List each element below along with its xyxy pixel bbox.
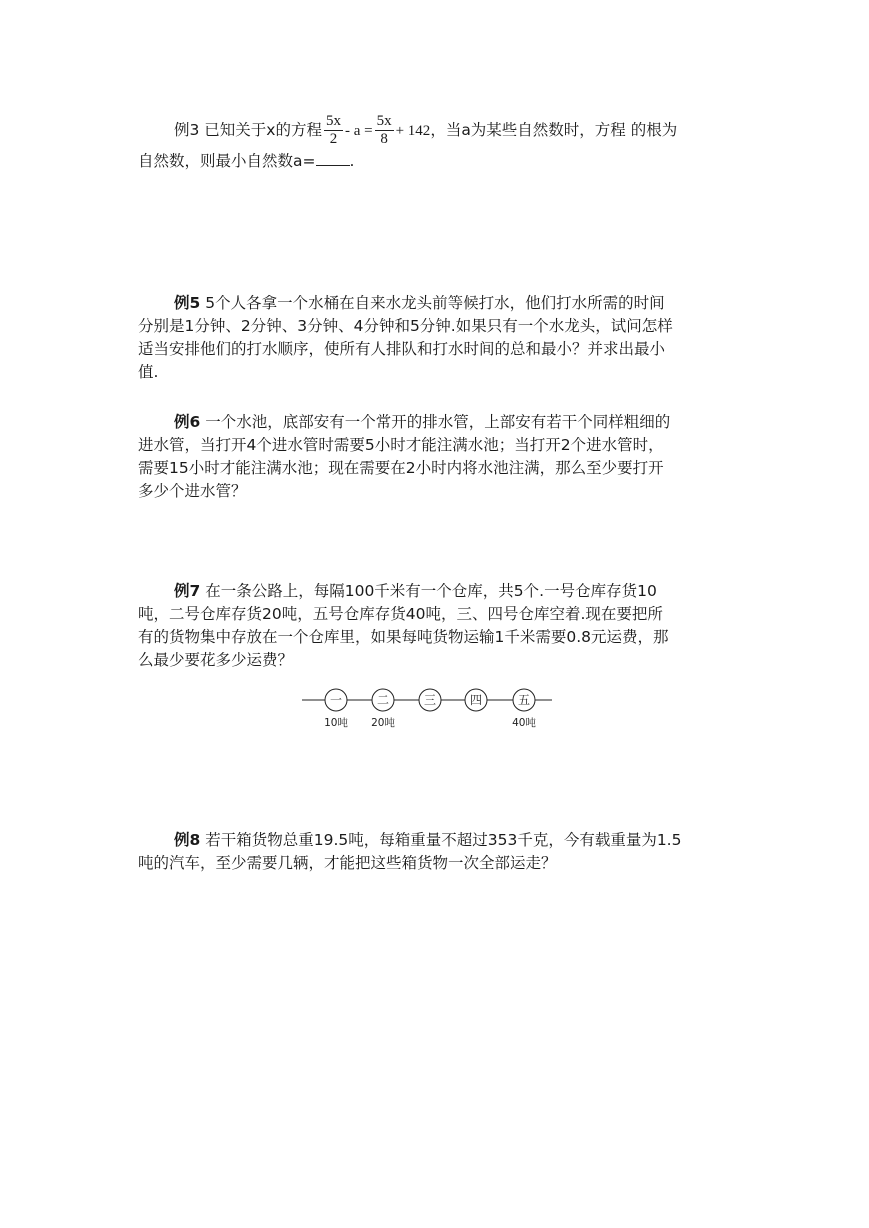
fraction-denominator: 2	[329, 131, 338, 147]
example-5-line-4: 值.	[138, 363, 159, 381]
example-6-line-2: 进水管，当打开4个进水管时需要5小时才能注满水池；当打开2个进水管时，	[138, 436, 664, 454]
example-3	[138, 110, 738, 173]
example-3-line-2-prefix: 自然数，则最小自然数a=	[138, 152, 316, 170]
warehouse-number: 五	[517, 693, 531, 707]
example-5-line-2: 分别是1分钟、2分钟、3分钟、4分钟和5分钟.如果只有一个水龙头，试问怎样	[138, 317, 673, 335]
warehouse-tonnage: 20吨	[371, 717, 395, 729]
example-8-label: 例8	[174, 831, 201, 849]
example-6-label: 例6	[174, 413, 201, 431]
example-5-label: 例5	[174, 294, 201, 312]
warehouse-2	[371, 689, 395, 729]
example-6-text-1: 一个水池，底部安有一个常开的排水管，上部安有若干个同样粗细的	[200, 413, 671, 431]
equation-tail: + 142	[395, 123, 431, 139]
fraction-denominator: 8	[380, 131, 388, 147]
example-7-text-1: 在一条公路上，每隔100千米有一个仓库，共5个.一号仓库存货10	[200, 582, 657, 600]
warehouse-tonnage: 40吨	[512, 717, 536, 729]
warehouse-diagram	[300, 688, 560, 738]
warehouse-5	[512, 689, 536, 729]
fraction-5x-over-8	[375, 113, 394, 148]
example-5	[138, 292, 738, 384]
example-3-line-2	[138, 150, 738, 173]
answer-blank	[316, 151, 350, 166]
example-8-line-1	[138, 829, 738, 852]
warehouse-number: 二	[376, 693, 390, 707]
example-5-line-3: 适当安排他们的打水顺序，使所有人排队和打水时间的总和最小？并求出最小	[138, 340, 666, 358]
fraction-numerator: 5x	[325, 113, 341, 129]
example-6-line-4: 多少个进水管？	[138, 482, 247, 500]
example-5-line-1	[138, 292, 738, 315]
example-7-line-1	[138, 580, 738, 603]
example-7	[138, 580, 738, 672]
warehouse-3	[419, 689, 441, 711]
example-3-line-2-suffix: .	[349, 152, 355, 170]
example-6-line-3: 需要15小时才能注满水池；现在需要在2小时内将水池注满，那么至少要打开	[138, 459, 664, 477]
example-8	[138, 829, 738, 875]
warehouse-number: 一	[329, 693, 343, 707]
equation-middle: - a =	[344, 123, 373, 139]
example-5-text-1: 5个人各拿一个水桶在自来水龙头前等候打水，他们打水所需的时间	[200, 294, 665, 312]
warehouse-4	[465, 689, 487, 711]
example-6	[138, 411, 738, 503]
example-3-tail-text: ，当a为某些自然数时，方程 的根为	[430, 121, 678, 139]
example-7-label: 例7	[174, 582, 201, 600]
example-7-line-3: 有的货物集中存放在一个仓库里，如果每吨货物运输1千米需要0.8元运费，那	[138, 628, 669, 646]
fraction-5x-over-2	[324, 113, 343, 148]
example-3-intro: 例3 已知关于x的方程	[174, 121, 322, 139]
warehouse-1	[324, 689, 348, 729]
warehouse-tonnage: 10吨	[324, 717, 348, 729]
example-7-line-2: 吨，二号仓库存货20吨，五号仓库存货40吨，三、四号仓库空着.现在要把所	[138, 605, 663, 623]
fraction-numerator: 5x	[376, 113, 392, 129]
example-8-line-2: 吨的汽车，至少需要几辆，才能把这些箱货物一次全部运走？	[138, 854, 557, 872]
example-3-line-1	[138, 110, 738, 150]
example-8-text-1: 若干箱货物总重19.5吨，每箱重量不超过353千克，今有载重量为1.5	[200, 831, 682, 849]
example-6-line-1	[138, 411, 738, 434]
warehouse-number: 三	[423, 693, 437, 707]
example-7-line-4: 么最少要花多少运费？	[138, 651, 294, 669]
warehouse-number: 四	[469, 693, 483, 707]
